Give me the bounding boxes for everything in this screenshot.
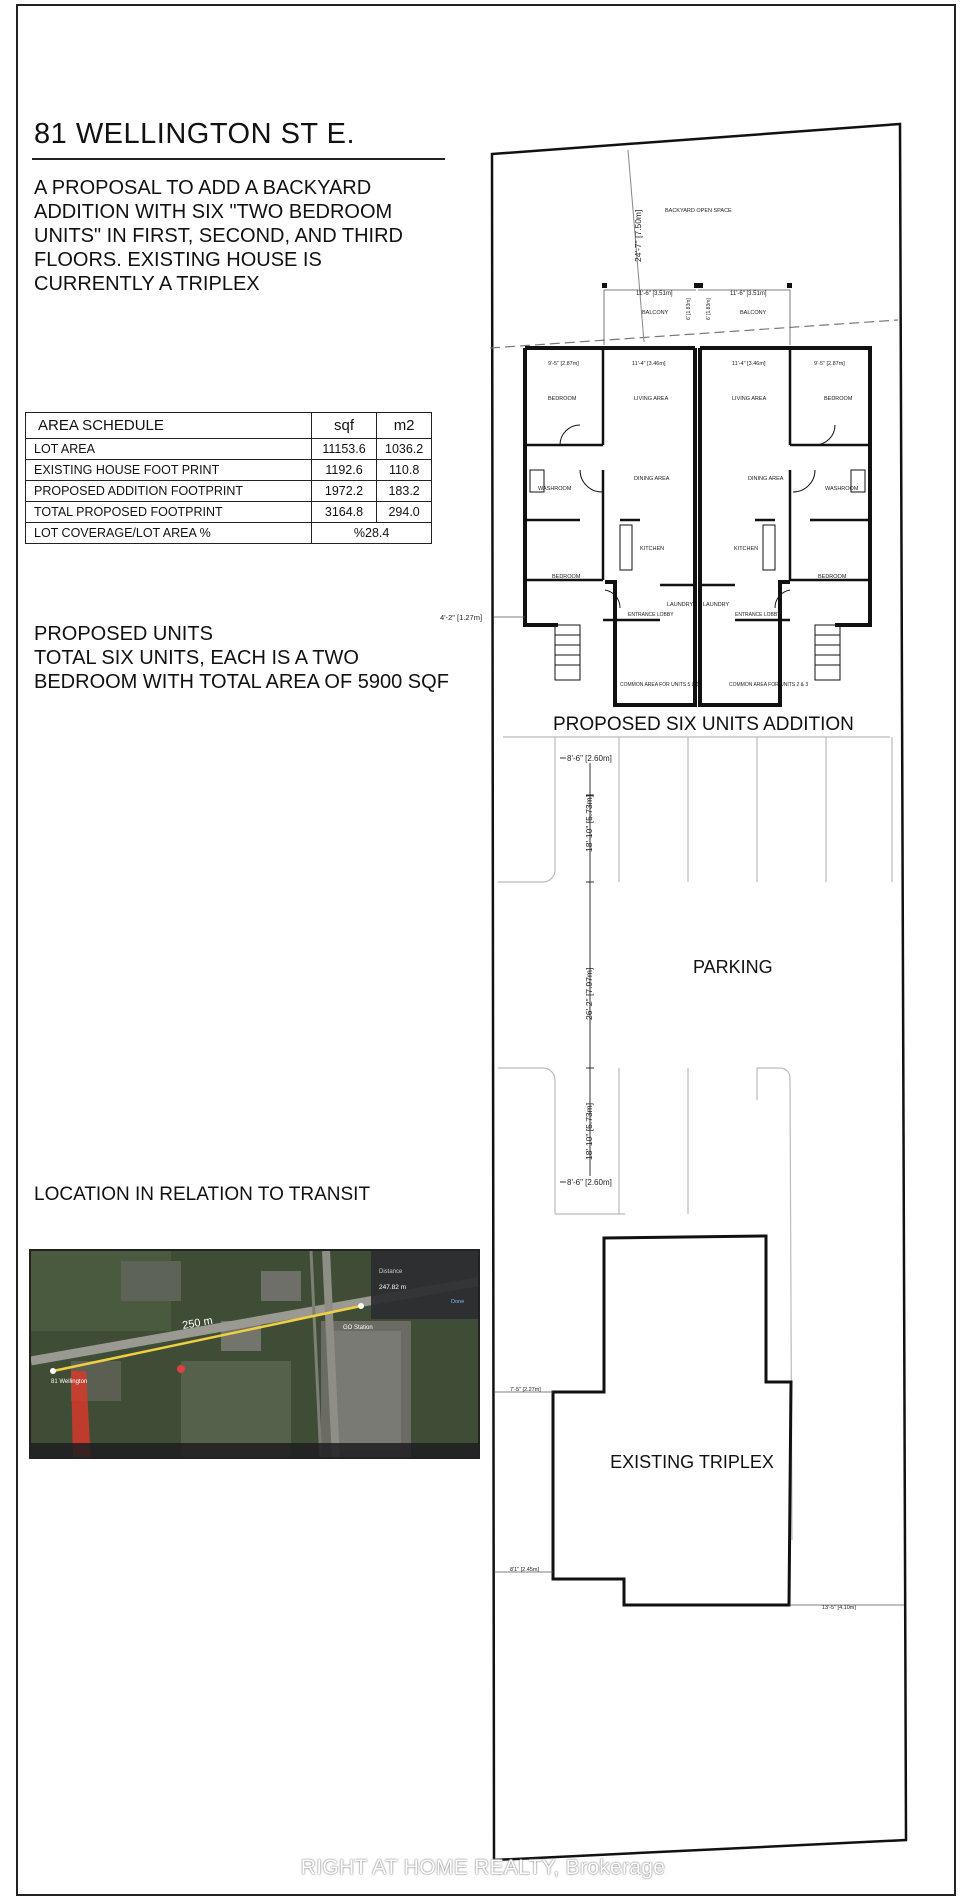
map-panel-title: Distance	[379, 1269, 403, 1275]
map-panel-done: Done	[451, 1299, 465, 1305]
dim-top-setback: 24'-7" [7.50m]	[633, 209, 643, 262]
parking-stalls	[498, 737, 892, 1540]
row-label: EXISTING HOUSE FOOT PRINT	[26, 460, 312, 481]
coverage-value: %28.4	[312, 523, 432, 544]
room-common-2: COMMON AREA FOR UNITS 2 & 3	[729, 682, 809, 688]
dim-house-right: 13'-5" [4.10m]	[822, 1605, 856, 1611]
map-station-label: GO Station	[343, 1325, 373, 1331]
dim-bedroom-left: 9'-5" [2.87m]	[548, 361, 579, 367]
dim-bedroom-right: 9'-5" [2.87m]	[814, 361, 845, 367]
map-place-label: 81 Wellington	[51, 1379, 88, 1385]
room-living-2: LIVING AREA	[732, 396, 767, 402]
row-m2: 294.0	[377, 502, 432, 523]
row-m2: 1036.2	[377, 439, 432, 460]
coverage-label: LOT COVERAGE/LOT AREA %	[26, 523, 312, 544]
backyard-label: BACKYARD OPEN SPACE	[665, 208, 732, 214]
row-label: LOT AREA	[26, 439, 312, 460]
room-common-1: COMMON AREA FOR UNITS 5 & 6	[620, 682, 700, 688]
dim-small-left: 6' [1.83m]	[686, 298, 692, 320]
room-washroom-2: WASHROOM	[825, 486, 859, 492]
dim-stall-width-bottom: 8'-6" [2.60m]	[567, 1178, 612, 1187]
proposed-units-text: TOTAL SIX UNITS, EACH IS A TWO BEDROOM WITH TOTAL AREA OF 5900 SQF	[34, 647, 449, 693]
room-bedroom-4: BEDROOM	[818, 574, 847, 580]
header-sqf: sqf	[312, 413, 377, 439]
dim-aisle: 26'-2" [7.97m]	[584, 967, 594, 1020]
dim-living-right: 11'-4" [3.46m]	[732, 361, 766, 367]
parking-label: PARKING	[693, 957, 773, 977]
transit-heading: LOCATION IN RELATION TO TRANSIT	[34, 1184, 371, 1205]
room-dining-2: DINING AREA	[748, 476, 784, 482]
dim-house-left-bottom: 8'1" [2.45m]	[510, 1567, 539, 1573]
row-m2: 110.8	[377, 460, 432, 481]
header-area-schedule: AREA SCHEDULE	[26, 413, 312, 439]
row-label: TOTAL PROPOSED FOOTPRINT	[26, 502, 312, 523]
addition-label: PROPOSED SIX UNITS ADDITION	[553, 714, 854, 735]
dim-stall-length-bottom: 18'-10" [5.73m]	[584, 1102, 594, 1160]
room-living-1: LIVING AREA	[634, 396, 669, 402]
page-title: 81 WELLINGTON ST E.	[34, 118, 356, 150]
room-laundry-1: LAUNDRY	[667, 602, 694, 608]
proposal-description: A PROPOSAL TO ADD A BACKYARD ADDITION WITH SIX "TWO BEDROOM UNITS" IN FIRST, SECOND, AND THIRD FLOORS. EXISTING HOUSE IS CURRENTLY A TRIPLEX	[34, 177, 403, 295]
dim-stall-length-top: 18'-10" [5.73m]	[584, 794, 594, 852]
room-lobby-1: ENTRANCE LOBBY	[628, 612, 674, 618]
brokerage-watermark: RIGHT AT HOME REALTY, Brokerage	[300, 1856, 666, 1879]
header-m2: m2	[377, 413, 432, 439]
dim-balcony-right: 11'-6" [3.51m]	[730, 291, 767, 297]
room-dining-1: DINING AREA	[634, 476, 670, 482]
row-sqf: 3164.8	[312, 502, 377, 523]
map-distance-label: 250 m	[181, 1314, 214, 1332]
dim-balcony-left: 11'-6" [3.51m]	[636, 291, 673, 297]
existing-triplex-outline	[553, 1236, 791, 1605]
addition-walls	[525, 348, 870, 705]
balcony-right-label: BALCONY	[740, 310, 767, 316]
dim-side-setback: 4'-2" [1.27m]	[440, 613, 483, 622]
rear-setback-line	[490, 320, 898, 348]
dim-house-left-top: 7'-5" [2.27m]	[510, 1387, 541, 1393]
row-sqf: 11153.6	[312, 439, 377, 460]
map-panel-value: 247.82 m	[379, 1284, 407, 1291]
dim-living-left: 11'-4" [3.46m]	[632, 361, 666, 367]
row-sqf: 1972.2	[312, 481, 377, 502]
room-bedroom-3: BEDROOM	[552, 574, 581, 580]
proposed-units-heading: PROPOSED UNITS	[34, 623, 213, 645]
row-label: PROPOSED ADDITION FOOTPRINT	[26, 481, 312, 502]
dim-stall-width-top: 8'-6" [2.60m]	[567, 754, 612, 763]
room-kitchen-2: KITCHEN	[734, 546, 759, 552]
room-laundry-2: LAUNDRY	[703, 602, 730, 608]
room-kitchen-1: KITCHEN	[640, 546, 665, 552]
row-sqf: 1192.6	[312, 460, 377, 481]
existing-triplex-label: EXISTING TRIPLEX	[610, 1452, 774, 1472]
room-washroom-1: WASHROOM	[538, 486, 572, 492]
dim-small-right: 6' [1.83m]	[706, 298, 712, 320]
room-bedroom-1: BEDROOM	[548, 396, 577, 402]
row-m2: 183.2	[377, 481, 432, 502]
stairs	[555, 625, 840, 680]
room-lobby-2: ENTRANCE LOBBY	[735, 612, 781, 618]
room-bedroom-2: BEDROOM	[824, 396, 853, 402]
balcony-left-label: BALCONY	[642, 310, 669, 316]
